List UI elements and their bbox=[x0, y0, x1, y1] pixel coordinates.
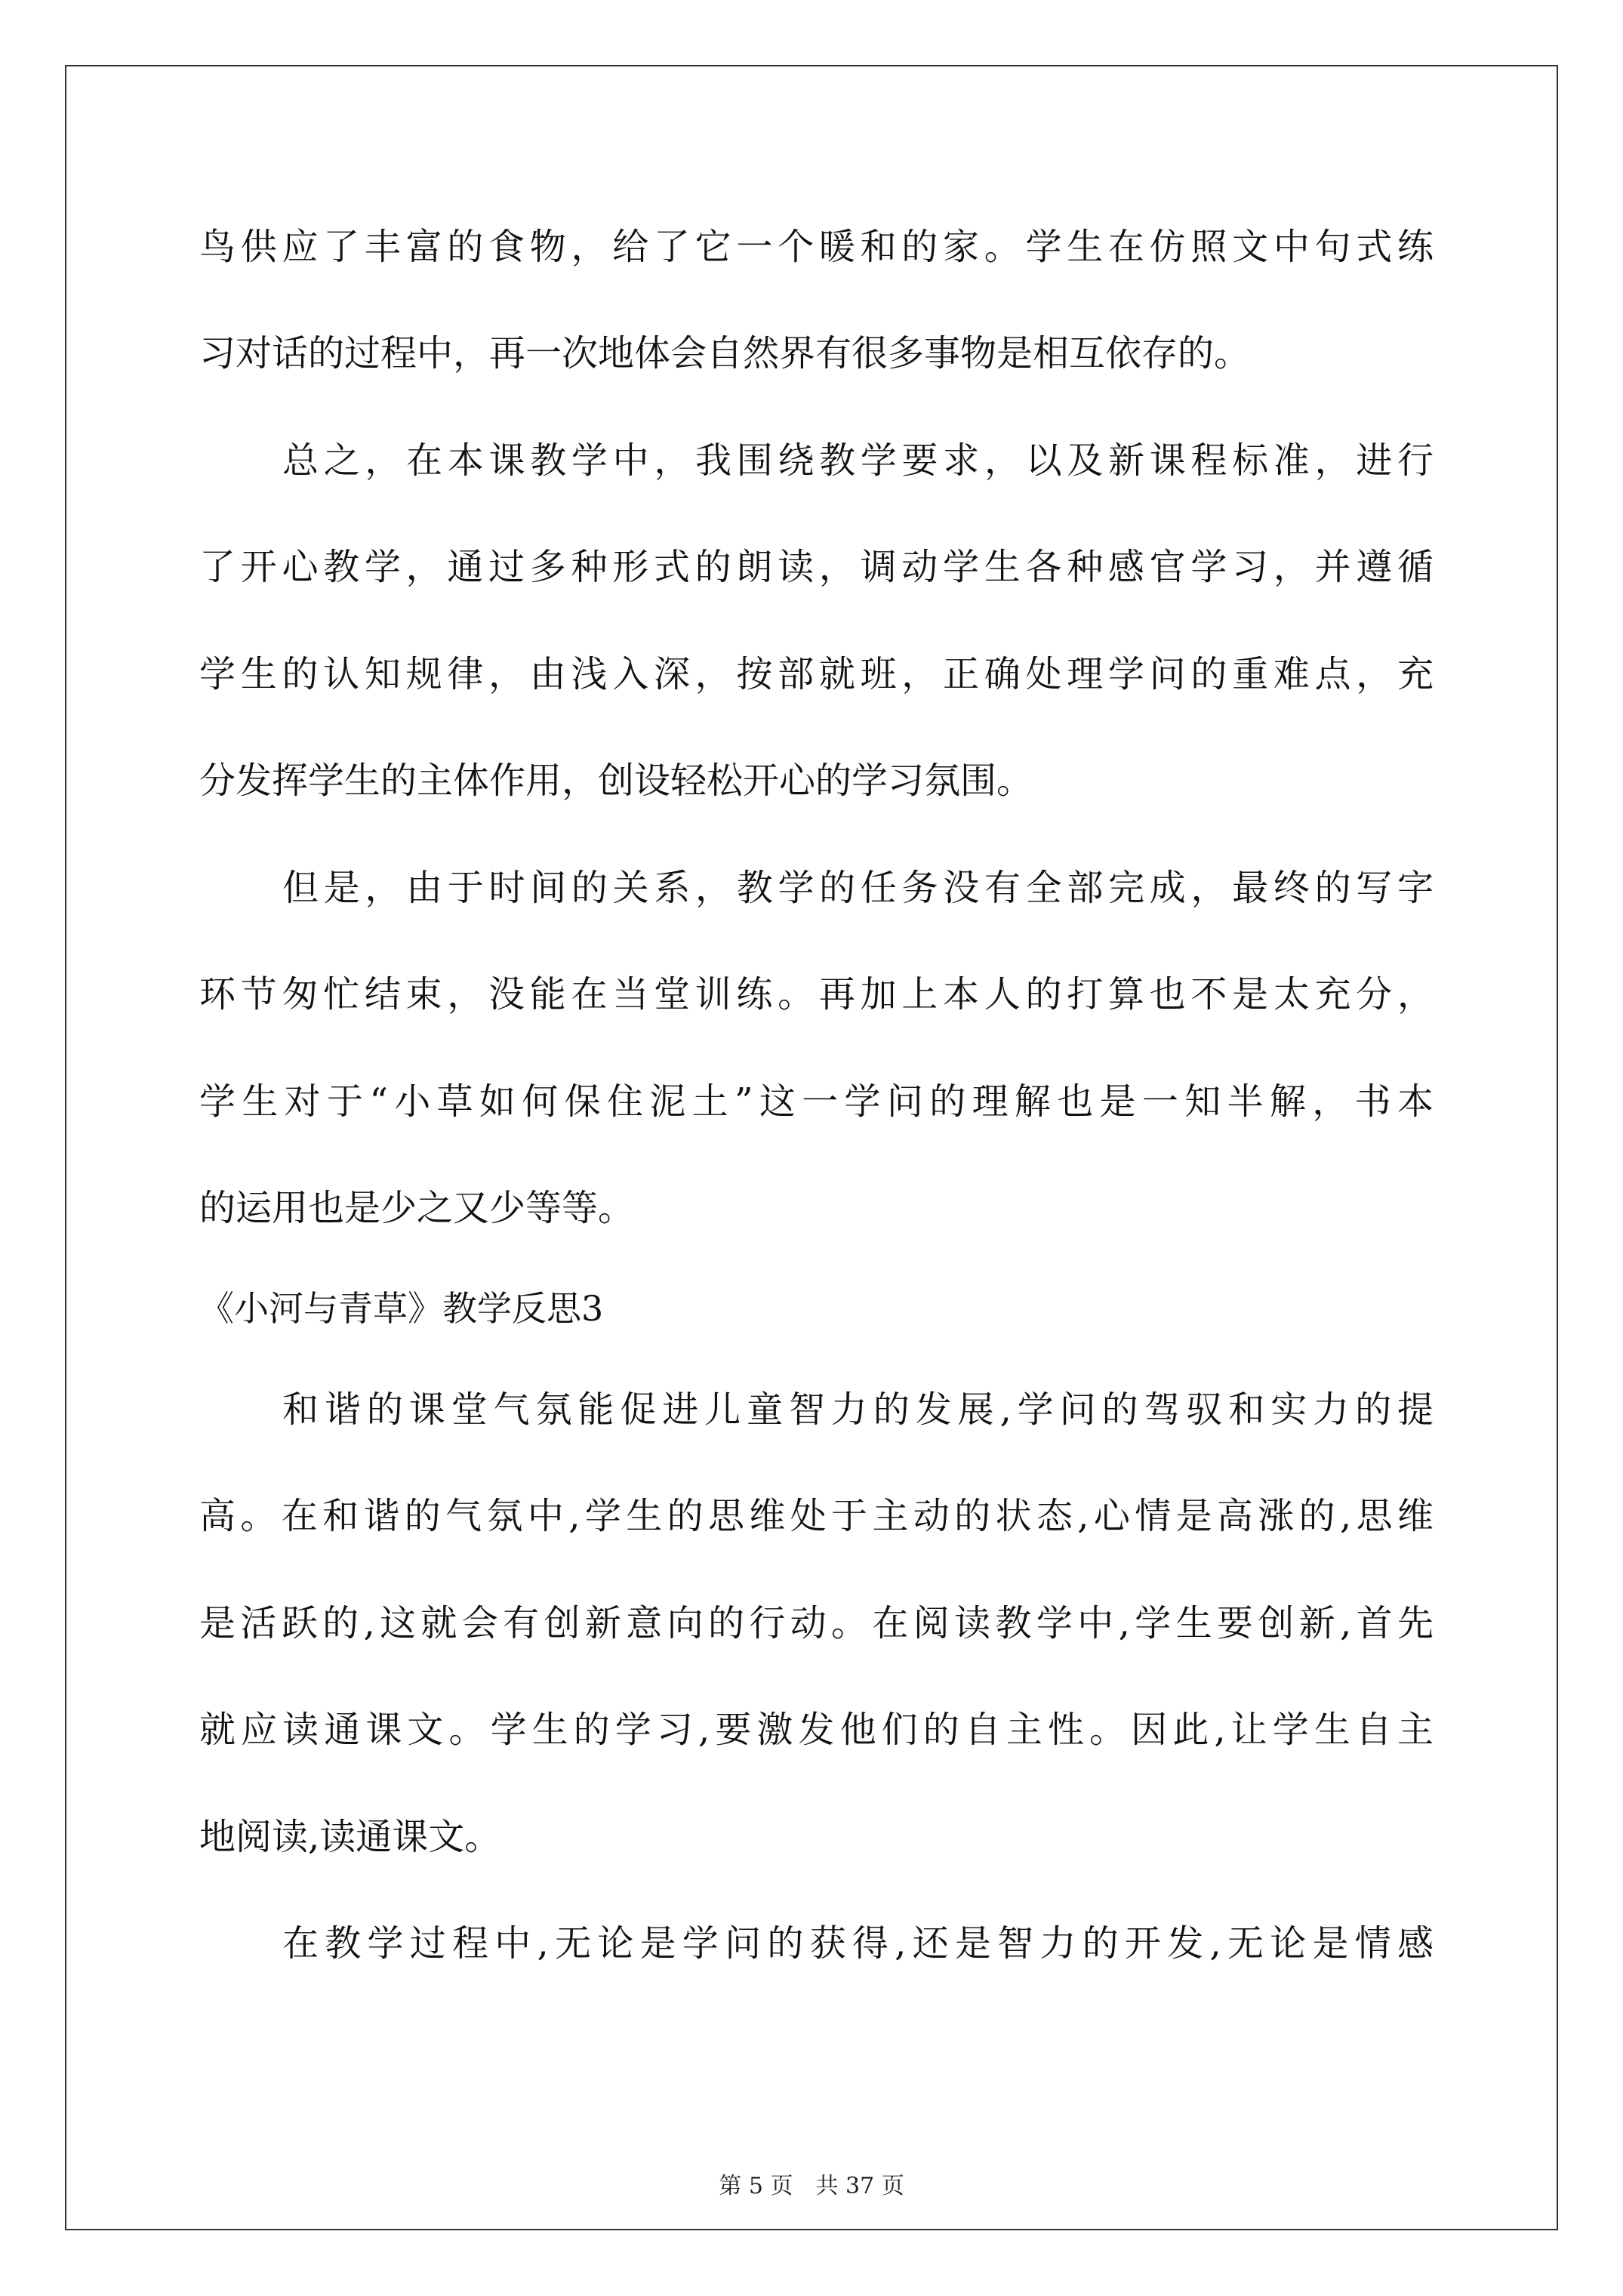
paragraph-first-line: 但是，由于时间的关系，教学的任务没有全部完成，最终的写字 bbox=[282, 867, 1434, 909]
section-heading: 《小河与青草》教学反思3 bbox=[199, 1288, 604, 1329]
text-line: 是活跃的,这就会有创新意向的行动。在阅读教学中,学生要创新,首先 bbox=[199, 1602, 1434, 1644]
text-line: 学生的认知规律，由浅入深，按部就班，正确处理学问的重难点，充 bbox=[199, 653, 1434, 695]
text-line: 鸟供应了丰富的食物，给了它一个暖和的家。学生在仿照文中句式练 bbox=[199, 226, 1434, 268]
paragraph-first-line: 在教学过程中,无论是学问的获得,还是智力的开发,无论是情感 bbox=[282, 1922, 1434, 1965]
text-line: 的运用也是少之又少等等。 bbox=[199, 1187, 635, 1229]
paragraph-first-line: 总之，在本课教学中，我围绕教学要求，以及新课程标准，进行 bbox=[282, 439, 1434, 482]
text-line: 学生对于“小草如何保住泥土”这一学问的理解也是一知半解，书本 bbox=[199, 1080, 1434, 1123]
text-line: 就应读通课文。学生的学习,要激发他们的自主性。因此,让学生自主 bbox=[199, 1709, 1434, 1751]
page-frame bbox=[65, 65, 1558, 2230]
text-line: 了开心教学，通过多种形式的朗读，调动学生各种感官学习，并遵循 bbox=[199, 546, 1434, 588]
text-line: 地阅读,读通课文。 bbox=[199, 1816, 501, 1858]
text-line: 分发挥学生的主体作用，创设轻松开心的学习氛围。 bbox=[199, 760, 1033, 802]
text-line: 高。在和谐的气氛中,学生的思维处于主动的状态,心情是高涨的,思维 bbox=[199, 1495, 1434, 1537]
page-number-footer: 第 5 页 共 37 页 bbox=[719, 2173, 904, 2199]
paragraph-first-line: 和谐的课堂气氛能促进儿童智力的发展,学问的驾驭和实力的提 bbox=[282, 1388, 1434, 1431]
text-line: 环节匆忙结束，没能在当堂训练。再加上本人的打算也不是太充分， bbox=[199, 973, 1434, 1015]
text-line: 习对话的过程中，再一次地体会自然界有很多事物是相互依存的。 bbox=[199, 332, 1251, 374]
